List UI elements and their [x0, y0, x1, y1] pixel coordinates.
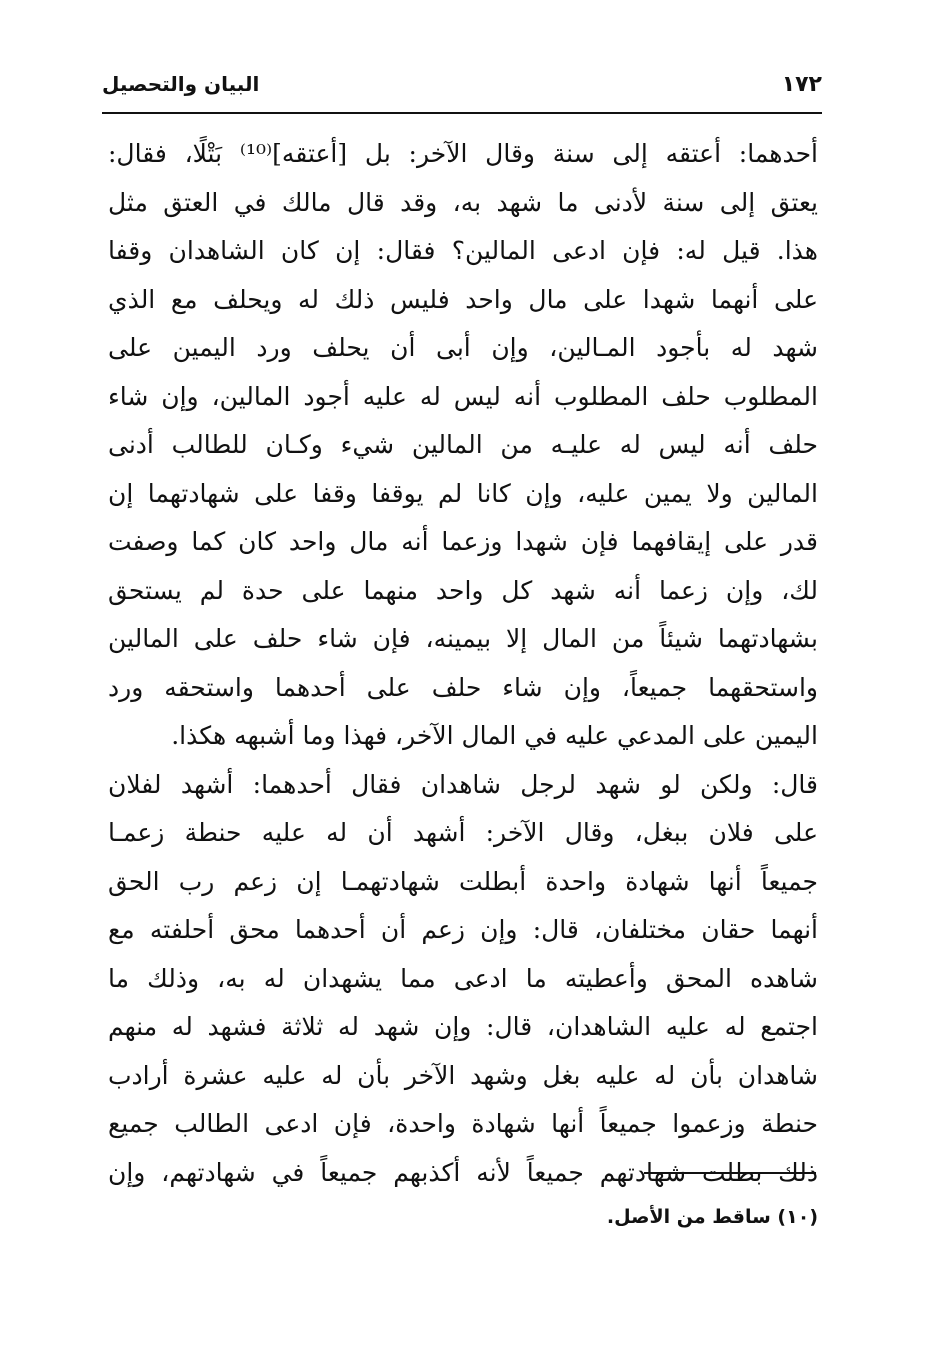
- running-title: البيان والتحصيل: [102, 72, 260, 96]
- footnote: (١٠) ساقط من الأصل.: [606, 1206, 818, 1228]
- text-line: شهد له بأجود المـالين، وإن أبى أن يحلف ورد اليمين على: [108, 333, 818, 362]
- text-line: ذلك بطلت شهادتهم جميعاً لأنه أكذبهم جميعاً في شهادتهم، وإن: [108, 1157, 818, 1187]
- text-line: المالين ولا يمين عليه، وإن كانا لم يوقفا وقفا على شهادتهما إن: [108, 478, 818, 508]
- text-line: على فلان ببغل، وقال الآخر: أشهد أن له عليه حنطة زعمـا: [108, 818, 818, 847]
- text-line: شاهدان بأن له عليه بغل وشهد الآخر بأن له عليه عشرة أرادب: [108, 1060, 818, 1090]
- page-header: [102, 70, 822, 108]
- text-line: شاهده المحق وأعطيته ما ادعى مما يشهدان له به، وذلك ما: [108, 963, 818, 993]
- header-rule: [102, 112, 822, 114]
- text-line: بشهادتهما شيئاً من المال إلا بيمينه، فإن شاء حلف على المالين: [108, 624, 818, 653]
- text-line: المطلوب حلف المطلوب أنه ليس له عليه أجود المالين، وإن شاء: [108, 381, 818, 411]
- body-text: [108, 130, 818, 1197]
- text-line: أنهما حقان مختلفان، قال: وإن زعم أن أحدهما محق أحلفته مع: [108, 915, 818, 944]
- text-line: واستحقهما جميعاً، وإن شاء حلف على أحدهما واستحقه ورد: [108, 672, 818, 702]
- text-line: على أنهما شهدا على مال واحد فليس ذلك له ويحلف مع الذي: [108, 284, 818, 314]
- text-line: قال: ولكن لو شهد لرجل شاهدان فقال أحدهما: أشهد لفلان: [108, 769, 818, 799]
- text-line: حلف أنه ليس له عليـه من المالين شيء وكـان للطالب أدنى: [108, 430, 818, 459]
- text-line: جميعاً أنها شهادة واحدة أبطلت شهادتهمـا إن زعم رب الحق: [108, 866, 818, 896]
- text-line: يعتق إلى سنة لأدنى ما شهد به، وقد قال مالك في العتق مثل: [108, 187, 818, 217]
- text-line: اليمين على المدعي عليه في المال الآخر، فهذا وما أشبهه هكذا.: [171, 721, 818, 750]
- text-line: حنطة وزعموا جميعاً أنها شهادة واحدة، فإن ادعى الطالب جميع: [108, 1109, 818, 1138]
- text-line: أحدهما: أعتقه إلى سنة وقال الآخر: بل [أعتقه]⁽¹⁰⁾ بَتْلًا، فقال:: [108, 139, 818, 168]
- page-number: ١٧٢: [781, 72, 822, 97]
- text-line: قدر على إيقافهما فإن شهدا وزعما أنه مال واحد كان كما وصفت: [108, 527, 818, 556]
- footnote-rule: [644, 1172, 816, 1174]
- text-line: هذا. قيل له: فإن ادعى المالين؟ فقال: إن كان الشاهدان وقفا: [108, 236, 818, 265]
- text-line: اجتمع له عليه الشاهدان، قال: وإن شهد له ثلاثة فشهد له منهم: [108, 1012, 818, 1041]
- text-line: لك، وإن زعما أنه شهد كل واحد منهما على حدة لم يستحق: [108, 575, 818, 605]
